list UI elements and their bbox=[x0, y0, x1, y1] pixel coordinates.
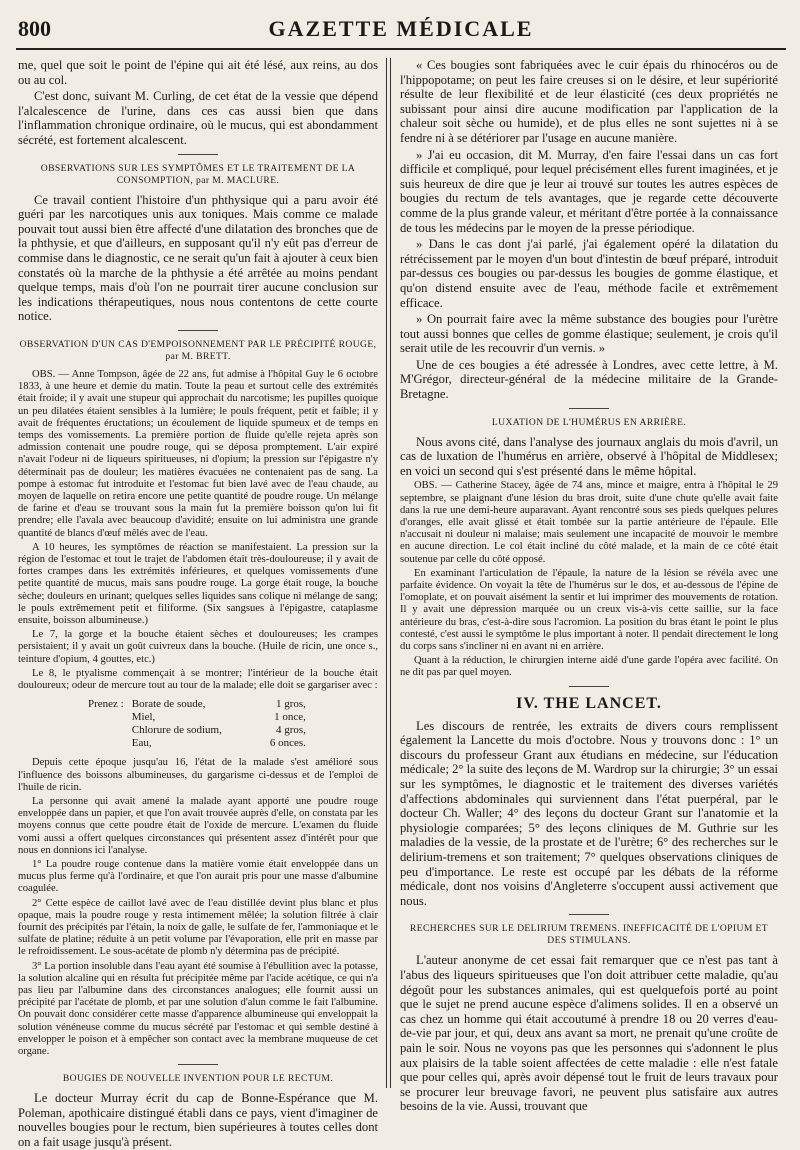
divider bbox=[178, 330, 218, 331]
divider bbox=[178, 154, 218, 155]
divider bbox=[178, 1064, 218, 1065]
recipe-item: Miel, bbox=[131, 710, 156, 723]
paragraph: La personne qui avait amené la malade ayant apporté une poudre rouge enveloppée dans un papier, et que l'on avait trouvée auprès d'elle, on constata par les moyens connus que cette poudre était de l'oxide de mercure. L'examen du fluide vomi aussi a offert quelques circonstances qui présentent assez d'intérêt pour que nous en donnions ici l'analyse. bbox=[18, 795, 378, 856]
paragraph: Le docteur Murray écrit du cap de Bonne-Espérance que M. Poleman, apothicaire distingué établi dans ce pays, vient d'imaginer de nouvelles bougies pour le rectum, bien supérieures à toutes celles dont on a fait usage jusqu'à présent. bbox=[18, 1091, 378, 1150]
paragraph: Le 7, la gorge et la bouche étaient sèches et douloureuses; les crampes persistaient; il y avait un goût cuivreux dans la bouche. (Huile de ricin, une once s., teinture d'opium, 4 gouttes, etc.) bbox=[18, 629, 378, 665]
divider bbox=[569, 686, 609, 687]
divider bbox=[569, 408, 609, 409]
paragraph: Une de ces bougies a été adressée à Londres, avec cette lettre, à M. M'Grégor, directeur-général de la médecine militaire de la Grande-Bretagne. bbox=[400, 357, 778, 402]
paragraph: Nous avons cité, dans l'analyse des journaux anglais du mois d'avril, un cas de luxation de l'humérus en arrière, observé à l'hôpital de Middlesex; en voici un second qui s'est présenté dans le même hôpital. bbox=[400, 434, 778, 478]
paragraph: OBS. — Catherine Stacey, âgée de 74 ans, mince et maigre, entra à l'hôpital le 29 septembre, se plaignant d'une lésion du bras droit, suite d'une chute qu'elle avait faite dans la rue une demi-heure auparavant. Ayant rencontré sous ses pieds quelques pelures d'oranges, elle avait glissé et était tombée sur la partie antérieure de l'épaule. Elle n'accusait ni douleur ni malaise; mais seulement une incapacité de mouvoir le membre en aucune direction. Le col était incliné du côté malade, et la main de ce côté était soutenue par celle du côté opposé. bbox=[400, 480, 778, 565]
column-rule bbox=[386, 58, 391, 1088]
paragraph: C'est donc, suivant M. Curling, de cet état de la vessie que dépend l'alcalescence de l'urine, dans ces cas aussi bien que dans l'inflammation chronique ordinaire, où le mucus, qui est abondamment sécrété, est fortement alcalescent. bbox=[18, 89, 378, 147]
paragraph: » Dans le cas dont j'ai parlé, j'ai également opéré la dilatation du rétrécissement par le moyen d'un bout d'intestin de bœuf préparé, introduit par-dessus ces bougies ou par-dessus les bougies de gomme élastique, et qu'on distend ensuite avec de l'eau, méthode facile et extrêmement efficace. bbox=[400, 237, 778, 310]
masthead: GAZETTE MÉDICALE bbox=[268, 16, 534, 41]
paragraph: me, quel que soit le point de l'épine qui ait été lésé, aux reins, au dos ou au col. bbox=[18, 58, 378, 87]
article-title: RECHERCHES SUR LE DELIRIUM TREMENS. INEFFICACITÉ DE L'OPIUM ET DES STIMULANS. bbox=[409, 923, 769, 947]
paragraph: L'auteur anonyme de cet essai fait remarquer que ce n'est pas tant à l'abus des liqueurs spiritueuses que l'on doit attribuer cette maladie, qu'au dégoût pour les substances animales, qui est quelquefois porté au point que le sujet ne prend aucune espèce d'alimens solides. Il en a observé un cas chez un homme qui était accoutumé à prendre 18 ou 20 verres d'eau-de-vie par jour, et qui, deux ans avant sa mort, ne prenait qu'une croûte de pain le soir. Nous ne voyons pas que les personnes qui s'adonnent le plus aux plaisirs de la table soient affectées de cette maladie : elle n'est fatale que pour celles qui, après avoir dépensé tout le fruit de leurs travaux pour se procurer leur breuvage favori, ne peuvent plus satisfaire aux autres besoins de la vie. Aussi, trouvant que bbox=[400, 953, 778, 1114]
recipe-qty: 1 gros, bbox=[275, 698, 306, 711]
paragraph: Quant à la réduction, le chirurgien interne aidé d'une garde l'opéra avec facilité. On ne dit pas par quel moyen. bbox=[400, 655, 778, 679]
recipe-prefix: Prenez : bbox=[88, 698, 124, 711]
page-number: 800 bbox=[18, 16, 51, 41]
recipe-qty: 6 onces. bbox=[269, 736, 306, 749]
paragraph: Ce travail contient l'histoire d'un phthysique qui a paru avoir été guéri par les narcotiques unis aux toniques. Mais comme ce malade pouvait tout aussi bien être affecté d'une dilatation des bronches que de la phthysie, et que d'ailleurs, en supposant qu'il n'y eût pas d'erreur de commise dans le diagnostic, ce ne serait qu'un fait à ajouter à ceux bien constatés où la marche de la phthysie a été arrêtée au moins pendant quelque temps, mais d'où l'on ne pourrait tirer aucune conclusion sur les indications thérapeutiques, nous nous contentons de cette courte notice. bbox=[18, 192, 378, 324]
paragraph: 1° La poudre rouge contenue dans la matière vomie était enveloppée dans un mucus plus ferme qu'à l'ordinaire, et que l'on aurait pris pour une masse d'albumine coagulée. bbox=[18, 859, 378, 895]
section-heading: IV. THE LANCET. bbox=[516, 694, 662, 712]
recipe-qty: 1 once, bbox=[274, 710, 306, 723]
page-header bbox=[16, 14, 786, 50]
right-column bbox=[400, 58, 778, 1114]
paragraph: » J'ai eu occasion, dit M. Murray, d'en faire l'essai dans un cas fort difficile et compliqué, pour lequel précisément elles furent imaginées, et je suis heureux de dire que je leur ai trouvé sur toutes les autres espèces de bougies du rectum de tels avantages, que je regarde cette découverte comme de la plus grande valeur, et méritant d'être portée à la connaissance de tous les médecins par le moyen de la presse périodique. bbox=[400, 147, 778, 235]
article-title: OBSERVATIONS SUR LES SYMPTÔMES ET LE TRAITEMENT DE LA CONSOMPTION, par M. MACLURE. bbox=[40, 162, 356, 186]
paragraph: 3° La portion insoluble dans l'eau ayant été soumise à l'ébullition avec la potasse, la solution alcaline qui en résulta fut précipitée même par l'acide acétique, ce qui n'a pas lieu par l'albumine dans des circonstances analogues; elle fournit aussi un précipité par l'acétate de plomb, et par une solution d'alun comme le fait l'albumine. On pouvait donc considérer cette masse d'apparence albumineuse qui enveloppait la solution vénéneuse comme du mucus sécrété par l'estomac et qui semble destiné à envelopper le poison et à empêcher son contact avec la membrane muqueuse de cet organe. bbox=[18, 960, 378, 1058]
paragraph: Depuis cette époque jusqu'au 16, l'état de la malade s'est amélioré sous l'influence des boissons albumineuses, du gargarisme ci-dessus et de l'emploi de l'huile de ricin. bbox=[18, 757, 378, 793]
paragraph: Le 8, le ptyalisme commençait à se montrer; l'intérieur de la bouche était douloureux; odeur de mercure tout au tour de la malade; elle doit se gargariser avec : bbox=[18, 667, 378, 691]
paragraph: A 10 heures, les symptômes de réaction se manifestaient. La pression sur la région de l'estomac et tout le trajet de l'abdomen était très-douloureuse; il y avait de fortes crampes dans les extrémités inférieures, et quelques vomissements d'une petite quantité de mucus, mais sans poudre rouge. La gorge était rouge, la bouche sèche; douleurs en urinant; quelques selles liquides sans colique ni mélange de sang; le pouls extrêmement petit et filiforme. (Six sangsues à l'épigastre, cataplasme ensuite, boisson albumineuse.) bbox=[18, 541, 378, 626]
article-title: BOUGIES DE NOUVELLE INVENTION POUR LE RECTUM. bbox=[62, 1073, 334, 1085]
paragraph: En examinant l'articulation de l'épaule, la nature de la lésion se révéla avec une parfaite évidence. On voyait la tête de l'humérus sur le dos, et au-dessous de l'épine de l'omoplate, et on pouvait aisément la sentir et lui imprimer des mouvements de rotation. Il y avait une dépression marquée ou un creux vis-à-vis cette saillie, sur la face antérieure du bras, c'est-à-dire sous l'acromion. La position du bras étant le point le plus contesté, c'est aussi le symptôme le plus important à noter. Il pendait directement le long du corps sans s'incliner ni en avant ni en arrière. bbox=[400, 567, 778, 653]
recipe-item: Borate de soude, bbox=[131, 698, 206, 711]
left-column bbox=[18, 58, 378, 1150]
article-title: LUXATION DE L'HUMÉRUS EN ARRIÈRE. bbox=[491, 416, 687, 428]
recipe-table bbox=[18, 698, 378, 749]
recipe-item: Eau, bbox=[131, 736, 152, 749]
recipe-qty: 4 gros, bbox=[275, 723, 306, 736]
divider bbox=[569, 914, 609, 915]
recipe-item: Chlorure de sodium, bbox=[131, 723, 222, 736]
paragraph: » On pourrait faire avec la même substance des bougies pour l'urètre tout aussi bonnes que celles de gomme élastique; seulement, je crois qu'il serait utile de les recouvrir d'un vernis. » bbox=[400, 312, 778, 356]
paragraph: « Ces bougies sont fabriquées avec le cuir épais du rhinocéros ou de l'hippopotame; on peut les faire creuses si on le désire, et leur supériorité résulte de leur flexibilité et de leur élasticité (ces deux propriétés ne subissant pour ainsi dire aucune modification par l'application de la chaleur soit sèche ou humide), et de plus elles ne sont sujettes ni à se fendre ni à se détériorer par l'usage en aucune manière. bbox=[400, 58, 778, 145]
paragraph: 2° Cette espèce de caillot lavé avec de l'eau distillée devint plus blanc et plus opaque, mais la poudre rouge y resta intimement mêlée; la solution filtrée à clair fournit des précipités par l'étain, la noix de galle, le sulfate de fer, l'ammoniaque et le sulfate de platine; réduite à un petit volume par l'évaporation, elle prit en masse par le refroidissement. Le sous-acétate de plomb n'y détermina pas de précipité. bbox=[18, 897, 378, 958]
paragraph: Les discours de rentrée, les extraits de divers cours remplissent également la Lancette du mois d'octobre. Nous y trouvons donc : 1° un discours du professeur Grant aux étudians en médecine, sur l'éducation médicale; 2° la suite des leçons de M. Wardrop sur la chirurgie; 3° un essai sur les symptômes, le diagnostic et le traitement des diverses variétés d'affections abdominales qui surviennent dans l'état puerpéral, par le docteur Ch. Waller; 4° des leçons du docteur Grant sur l'anatomie et la physiologie comparées; 5° des leçons cliniques de M. Guthrie sur les maladies de la vessie, de la prostate et de l'urètre; 6° des recherches sur le delirium-tremens et son traitement; 7° quelques observations cliniques de peu d'importance. Le reste est occupé par les débats de la réforme médicale, dont nos voisins d'Angleterre s'occupent aussi activement que nous. bbox=[400, 718, 778, 908]
paragraph: OBS. — Anne Tompson, âgée de 22 ans, fut admise à l'hôpital Guy le 6 octobre 1833, à une heure et demie du matin. Toute la peau et surtout celle des extrémités était froide; il y avait une stupeur qui approchait du narcotisme; les pupilles quoique un peu dilatées étaient sensibles à la lumière; le pouls fréquent, petit et faible; il y avait de fréquentes éructations; un écoulement de liquide spumeux et de temps en temps des vomissements. La première portion de fluide qu'elle rejeta après son admission contenait une poudre rouge, qui se déposa promptement. L'air expiré n'avait l'odeur ni de liqueurs spiritueuses, ni d'opium; la pression sur l'épigastre n'y déterminait pas de douleur; les matières évacuées ne contenaient pas de sang. La pompe à estomac fut introduite et l'estomac fut bien lavé avec de l'eau chaude, au moyen de laquelle on retira encore une petite quantité de poudre rouge. Un mélange de farine et d'eau se trouvant sous la main fut la première boisson qu'on lui fit prendre; elle l'avala avec beaucoup d'avidité; ensuite on lui administra une grande quantité de blancs d'œuf mêlés avec de l'eau. bbox=[18, 368, 378, 539]
article-title: OBSERVATION D'UN CAS D'EMPOISONNEMENT PAR LE PRÉCIPITÉ ROUGE, par M. BRETT. bbox=[19, 338, 377, 362]
